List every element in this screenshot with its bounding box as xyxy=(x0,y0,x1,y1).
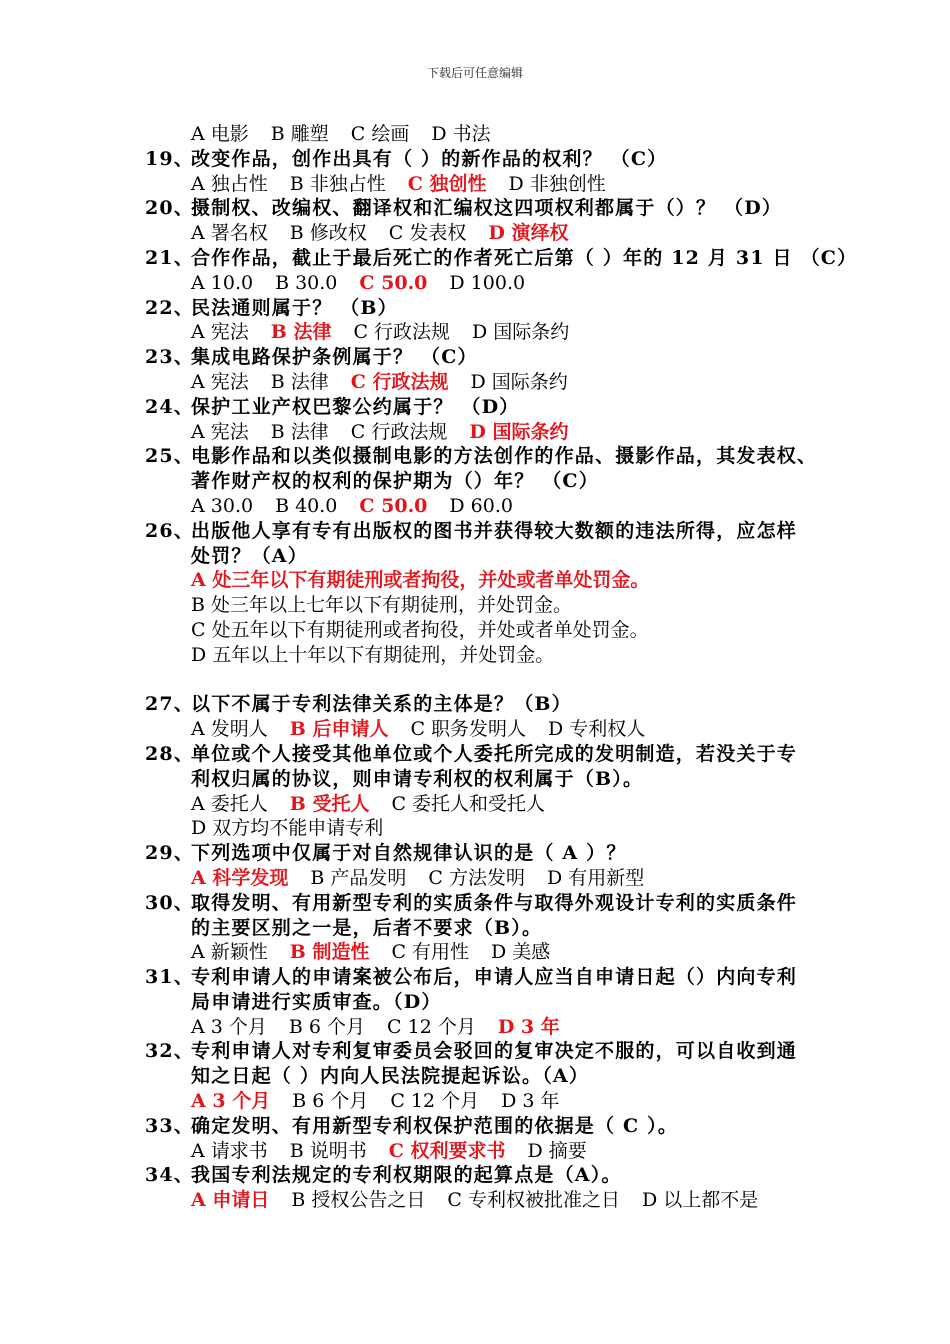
option-row xyxy=(145,792,925,817)
question-text: 保护工业产权巴黎公约属于？ （D） xyxy=(191,395,520,418)
question-text: 取得发明、有用新型专利的实质条件与取得外观设计专利的实质条件 xyxy=(191,891,798,914)
answer-option: D 3 年 xyxy=(497,1015,560,1038)
option: A 请求书 xyxy=(191,1139,268,1162)
question-stem xyxy=(145,1114,925,1139)
answer-option: A 处三年以下有期徒刑或者拘役，并处或者单处罚金。 xyxy=(191,569,650,592)
option: C 行政法规 xyxy=(353,321,451,344)
question-text: 下列选项中仅属于对自然规律认识的是（ A ）？ xyxy=(191,842,627,865)
question-text: 合作作品，截止于最后死亡的作者死亡后第（ ）年的 12 月 31 日 （C） xyxy=(191,246,858,269)
option: C 方法发明 xyxy=(428,866,525,889)
answer-option: D 国际条约 xyxy=(469,420,569,443)
option: C 职务发明人 xyxy=(410,718,527,741)
question-text: 我国专利法规定的专利权期限的起算点是（A）。 xyxy=(191,1164,622,1187)
answer-option: C 行政法规 xyxy=(350,370,449,393)
option-row xyxy=(145,420,925,445)
question-text: 集成电路保护条例属于？ （C） xyxy=(191,346,478,369)
option: D 60.0 xyxy=(449,494,513,517)
question-text: 电影作品和以类似摄制电影的方法创作的作品、摄影作品，其发表权、 xyxy=(191,445,818,468)
question-stem xyxy=(145,519,925,544)
question-text: 改变作品，创作出具有（ ）的新作品的权利？ （C） xyxy=(191,147,668,170)
question-stem xyxy=(145,1039,925,1064)
option: A 署名权 xyxy=(191,222,268,245)
option: D 以上都不是 xyxy=(641,1189,759,1212)
question-text: 以下不属于专利法律关系的主体是？（B） xyxy=(191,693,572,716)
option: A 新颖性 xyxy=(191,941,268,964)
option: B 6 个月 xyxy=(288,1015,366,1038)
blank-line xyxy=(145,668,925,693)
option: D 五年以上十年以下有期徒刑，并处罚金。 xyxy=(191,643,555,666)
question-text: 的主要区别之一是，后者不要求（B）。 xyxy=(191,916,543,939)
question-text: 利权归属的协议，则申请专利权的权利属于（B）。 xyxy=(191,767,644,790)
option-row xyxy=(145,866,925,891)
option: C 处五年以下有期徒刑或者拘役，并处或者单处罚金。 xyxy=(191,618,649,641)
option: C 专利权被批准之日 xyxy=(447,1189,620,1212)
option: D 非独创性 xyxy=(508,172,606,195)
question-stem xyxy=(145,296,925,321)
question-text: 知之日起（ ）内向人民法院提起诉讼。（A） xyxy=(191,1065,590,1088)
question-number: 23、 xyxy=(145,346,195,369)
question-stem-continued xyxy=(145,916,925,941)
question-number: 27、 xyxy=(145,693,195,716)
question-text: 摄制权、改编权、翻译权和汇编权这四项权利都属于（）？ （D） xyxy=(191,197,783,220)
option-row xyxy=(145,1139,925,1164)
question-number: 20、 xyxy=(145,197,195,220)
question-text: 单位或个人接受其他单位或个人委托所完成的发明制造，若没关于专 xyxy=(191,742,798,765)
question-stem-continued xyxy=(145,1064,925,1089)
option: A 宪法 xyxy=(191,420,249,443)
option: C 绘画 xyxy=(350,123,410,145)
answer-option: B 后申请人 xyxy=(289,718,389,741)
question-text: 民法通则属于？ （B） xyxy=(191,296,398,319)
option-row xyxy=(145,122,925,147)
question-text: 处罚？（A） xyxy=(191,544,308,567)
option: B 修改权 xyxy=(289,222,367,245)
option: B 6 个月 xyxy=(292,1090,369,1113)
option: C 行政法规 xyxy=(350,420,448,443)
option: B 产品发明 xyxy=(310,866,407,889)
question-list xyxy=(145,122,925,1213)
option: A 发明人 xyxy=(191,718,268,741)
page-header: 下载后可任意编辑 xyxy=(426,66,523,80)
option: A 宪法 xyxy=(191,321,249,344)
question-number: 19、 xyxy=(145,147,195,170)
question-stem xyxy=(145,1163,925,1188)
option: D 100.0 xyxy=(449,271,526,294)
question-stem-continued xyxy=(145,990,925,1015)
option-row xyxy=(145,1015,925,1040)
answer-option: B 制造性 xyxy=(289,941,370,964)
option: D 双方均不能申请专利 xyxy=(191,817,384,840)
option: C 发表权 xyxy=(388,222,467,245)
question-stem xyxy=(145,891,925,916)
question-number: 30、 xyxy=(145,891,195,914)
option: B 处三年以上七年以下有期徒刑，并处罚金。 xyxy=(191,594,573,617)
question-stem xyxy=(145,147,925,172)
question-number: 21、 xyxy=(145,246,195,269)
question-number: 28、 xyxy=(145,742,195,765)
question-stem-continued xyxy=(145,469,925,494)
option: B 法律 xyxy=(270,370,329,393)
question-number: 32、 xyxy=(145,1040,195,1063)
option: B 授权公告之日 xyxy=(291,1189,426,1212)
option: A 委托人 xyxy=(191,792,268,815)
question-stem xyxy=(145,965,925,990)
answer-option: A 科学发现 xyxy=(191,866,289,889)
answer-option: C 50.0 xyxy=(359,494,428,517)
option: C 12 个月 xyxy=(390,1090,480,1113)
question-stem xyxy=(145,692,925,717)
option-row xyxy=(145,717,925,742)
option: D 专利权人 xyxy=(548,718,646,741)
question-number: 34、 xyxy=(145,1164,195,1187)
answer-option: B 受托人 xyxy=(289,792,370,815)
answer-option: B 法律 xyxy=(270,321,332,344)
option: A 电影 xyxy=(191,123,249,145)
option-row xyxy=(145,320,925,345)
option: B 说明书 xyxy=(289,1139,367,1162)
option: C 有用性 xyxy=(391,941,470,964)
question-stem xyxy=(145,395,925,420)
option: B 非独占性 xyxy=(289,172,386,195)
question-stem xyxy=(145,196,925,221)
option: A 宪法 xyxy=(191,370,249,393)
answer-option: A 3 个月 xyxy=(191,1090,271,1113)
option: A 3 个月 xyxy=(191,1015,267,1038)
answer-option: C 50.0 xyxy=(359,271,428,294)
answer-option: C 独创性 xyxy=(407,172,487,195)
option: D 书法 xyxy=(431,123,491,145)
option: B 30.0 xyxy=(275,271,338,294)
option-row xyxy=(145,940,925,965)
question-number: 29、 xyxy=(145,842,195,865)
question-text: 确定发明、有用新型专利权保护范围的依据是（ C ）。 xyxy=(191,1114,679,1137)
option-row xyxy=(145,494,925,519)
question-stem-continued xyxy=(145,767,925,792)
option: A 30.0 xyxy=(191,494,254,517)
option: D 3 年 xyxy=(501,1090,560,1113)
option: B 法律 xyxy=(270,420,329,443)
question-stem xyxy=(145,246,925,271)
option: D 国际条约 xyxy=(470,370,568,393)
question-stem xyxy=(145,345,925,370)
question-number: 22、 xyxy=(145,296,195,319)
answer-option: C 权利要求书 xyxy=(388,1139,506,1162)
option-row xyxy=(145,1089,925,1114)
question-stem-continued xyxy=(145,544,925,569)
question-stem xyxy=(145,742,925,767)
option: B 40.0 xyxy=(275,494,338,517)
option: C 委托人和受托人 xyxy=(391,792,546,815)
question-text: 专利申请人对专利复审委员会驳回的复审决定不服的，可以自收到通 xyxy=(191,1040,798,1063)
option-row xyxy=(145,172,925,197)
option-row xyxy=(145,271,925,296)
answer-option: A 申请日 xyxy=(191,1189,270,1212)
option-row xyxy=(145,370,925,395)
question-number: 31、 xyxy=(145,966,195,989)
option: C 12 个月 xyxy=(387,1015,476,1038)
question-text: 专利申请人的申请案被公布后，申请人应当自申请日起（）内向专利 xyxy=(191,966,798,989)
question-text: 著作财产权的权利的保护期为（）年？ （C） xyxy=(191,470,599,493)
question-text: 出版他人享有专有出版权的图书并获得较大数额的违法所得，应怎样 xyxy=(191,519,798,542)
question-number: 33、 xyxy=(145,1114,195,1137)
option: D 有用新型 xyxy=(546,866,645,889)
option-row xyxy=(145,1188,925,1213)
option: D 美感 xyxy=(491,941,551,964)
option: D 国际条约 xyxy=(472,321,570,344)
option: D 摘要 xyxy=(527,1139,587,1162)
answer-option: D 演绎权 xyxy=(488,222,569,245)
question-stem xyxy=(145,444,925,469)
option: A 10.0 xyxy=(191,271,254,294)
option: B 雕塑 xyxy=(270,123,329,145)
question-number: 25、 xyxy=(145,445,195,468)
question-stem xyxy=(145,841,925,866)
question-number: 24、 xyxy=(145,395,195,418)
question-text: 局申请进行实质审查。（D） xyxy=(191,990,442,1013)
question-number: 26、 xyxy=(145,519,195,542)
option: A 独占性 xyxy=(191,172,268,195)
option-row xyxy=(145,221,925,246)
